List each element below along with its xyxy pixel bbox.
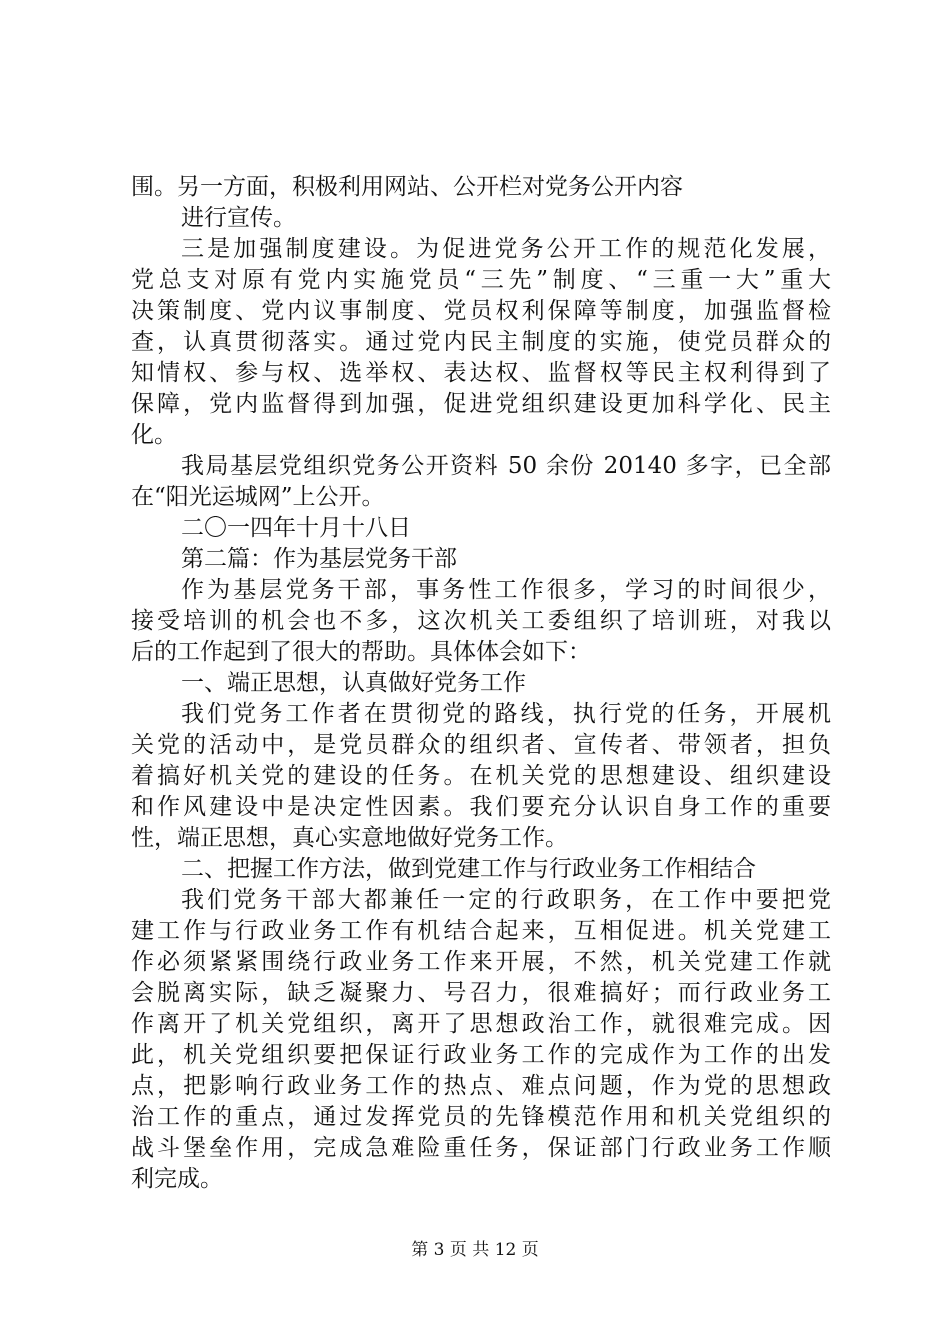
text-line: 接受培训的机会也不多，这次机关工委组织了培训班，对我以 [131, 608, 831, 634]
text-line: 作必须紧紧围绕行政业务工作来开展，不然，机关党建工作就 [131, 949, 831, 975]
text-line: 我们党务工作者在贯彻党的路线，执行党的任务，开展机 [181, 701, 831, 727]
text-line: 保障，党内监督得到加强，促进党组织建设更加科学化、民主 [131, 391, 831, 417]
text-line: 着搞好机关党的建设的任务。在机关党的思想建设、组织建设 [131, 763, 831, 789]
page-number: 第 3 页 共 12 页 [411, 1240, 539, 1260]
text-line: 利完成。 [131, 1166, 223, 1192]
text-line: 作离开了机关党组织，离开了思想政治工作，就很难完成。因 [131, 1011, 831, 1037]
text-line: 在“阳光运城网”上公开。 [131, 484, 385, 510]
text-line: 性，端正思想，真心实意地做好党务工作。 [131, 825, 568, 851]
text-line: 决策制度、党内议事制度、党员权利保障等制度，加强监督检 [131, 298, 831, 324]
text-line: 和作风建设中是决定性因素。我们要充分认识自身工作的重要 [131, 794, 831, 820]
text-line: 关党的活动中，是党员群众的组织者、宣传者、带领者，担负 [131, 732, 831, 758]
text-line: 作为基层党务干部，事务性工作很多，学习的时间很少， [181, 577, 831, 603]
text-line: 知情权、参与权、选举权、表达权、监督权等民主权利得到了 [131, 360, 831, 386]
text-line: 会脱离实际，缺乏凝聚力、号召力，很难搞好；而行政业务工 [131, 980, 831, 1006]
text-line: 此，机关党组织要把保证行政业务工作的完成作为工作的出发 [131, 1042, 831, 1068]
text-line: 战斗堡垒作用，完成急难险重任务，保证部门行政业务工作顺 [131, 1135, 831, 1161]
text-line: 三是加强制度建设。为促进党务公开工作的规范化发展， [181, 236, 831, 262]
document-body [131, 172, 831, 1195]
text-line: 进行宣传。 [181, 205, 296, 231]
text-line: 治工作的重点，通过发挥党员的先锋模范作用和机关党组织的 [131, 1104, 831, 1130]
text-line: 查，认真贯彻落实。通过党内民主制度的实施，使党员群众的 [131, 329, 831, 355]
page-footer [0, 1238, 950, 1262]
subheading: 二、把握工作方法，做到党建工作与行政业务工作相结合 [181, 856, 756, 882]
text-line: 后的工作起到了很大的帮助。具体体会如下： [131, 639, 591, 665]
text-line: 建工作与行政业务工作有机结合起来，互相促进。机关党建工 [131, 918, 831, 944]
text-line: 我们党务干部大都兼任一定的行政职务，在工作中要把党 [181, 887, 831, 913]
text-line: 化。 [131, 422, 177, 448]
text-line: 我局基层党组织党务公开资料 50 余份 20140 多字，已全部 [181, 453, 831, 479]
date-line: 二〇一四年十月十八日 [181, 515, 411, 541]
text-line: 围。另一方面，积极利用网站、公开栏对党务公开内容 [131, 174, 683, 200]
section-heading: 第二篇：作为基层党务干部 [181, 546, 457, 572]
subheading: 一、端正思想，认真做好党务工作 [181, 670, 526, 696]
text-line: 党总支对原有党内实施党员“三先”制度、“三重一大”重大 [131, 267, 831, 293]
text-line: 点，把影响行政业务工作的热点、难点问题，作为党的思想政 [131, 1073, 831, 1099]
